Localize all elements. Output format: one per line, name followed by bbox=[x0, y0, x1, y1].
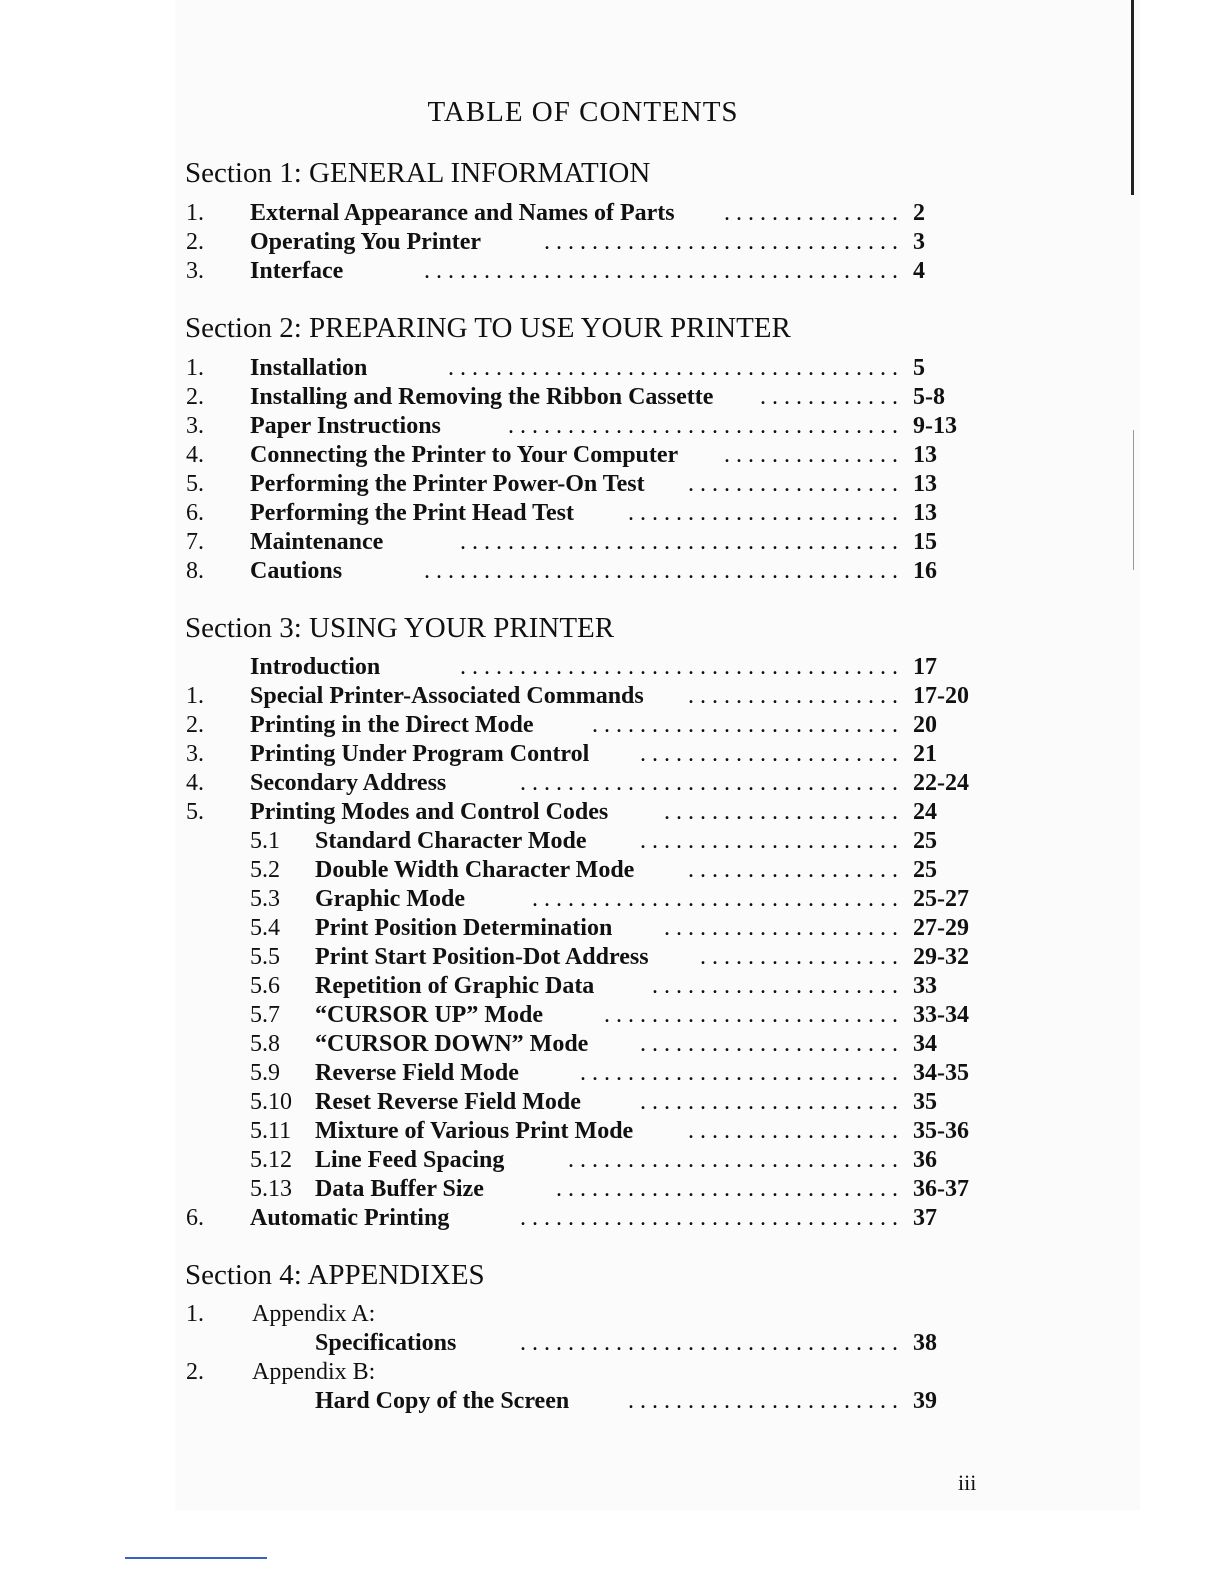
entry-page: 3 bbox=[913, 229, 925, 255]
leader-dots: . . . . . . . . . . . . . . . . . . . . . . . . . . . . . . . bbox=[532, 886, 898, 912]
entry-page: 5-8 bbox=[913, 384, 945, 410]
toc-entry[interactable] bbox=[186, 528, 986, 557]
leader-dots: . . . . . . . . . . . . . . . . . . . . . . . . . . . . . . . . . bbox=[508, 413, 898, 439]
entry-number: 1. bbox=[186, 355, 204, 381]
leader-dots: . . . . . . . . . . . . . . . . . . . . . . . . . . . . . . . . . . . . . . . . bbox=[424, 558, 898, 584]
toc-entry[interactable] bbox=[186, 1059, 986, 1088]
entry-title: Operating You Printer bbox=[250, 229, 482, 255]
toc-entry[interactable] bbox=[186, 499, 986, 528]
entry-number: 2. bbox=[186, 384, 204, 410]
entry-page: 38 bbox=[913, 1330, 937, 1356]
page-title: TABLE OF CONTENTS bbox=[427, 96, 739, 128]
entry-title: External Appearance and Names of Parts bbox=[250, 200, 675, 226]
entry-page: 2 bbox=[913, 200, 925, 226]
leader-dots: . . . . . . . . . . . . . . . . . . . . . . bbox=[640, 1031, 898, 1057]
toc-entry[interactable] bbox=[186, 1117, 986, 1146]
toc-entry[interactable] bbox=[186, 1146, 986, 1175]
entry-page: 24 bbox=[913, 799, 937, 825]
entry-number: 5.10 bbox=[250, 1089, 292, 1115]
toc-entry[interactable] bbox=[186, 1030, 986, 1059]
leader-dots: . . . . . . . . . . . . . . . . . . bbox=[688, 471, 898, 497]
leader-dots: . . . . . . . . . . . . . . . . . . bbox=[688, 857, 898, 883]
entry-number: 5.4 bbox=[250, 915, 280, 941]
entry-title: Repetition of Graphic Data bbox=[315, 973, 595, 999]
entry-title: Line Feed Spacing bbox=[315, 1147, 505, 1173]
leader-dots: . . . . . . . . . . . . . . . . . . . . . . . . . . . . . . . . . . . . . bbox=[460, 654, 898, 680]
leader-dots: . . . . . . . . . . . . . . . . . . . . . . . . . . . . . . . . bbox=[520, 770, 898, 796]
entry-title: Performing the Printer Power-On Test bbox=[250, 471, 645, 497]
leader-dots: . . . . . . . . . . . . . . . bbox=[724, 442, 898, 468]
leader-dots: . . . . . . . . . . . . . . . . . . . . . . . . . . bbox=[592, 712, 898, 738]
section-heading: Section 2: PREPARING TO USE YOUR PRINTER bbox=[185, 312, 791, 344]
entry-page: 15 bbox=[913, 529, 937, 555]
entry-page: 36-37 bbox=[913, 1176, 969, 1202]
entry-page: 25 bbox=[913, 828, 937, 854]
entry-title: Double Width Character Mode bbox=[315, 857, 635, 883]
toc-entry[interactable] bbox=[186, 470, 986, 499]
entry-number: 5.1 bbox=[250, 828, 280, 854]
toc-entry[interactable] bbox=[186, 1204, 986, 1233]
entry-page: 36 bbox=[913, 1147, 937, 1173]
toc-entry[interactable] bbox=[186, 383, 986, 412]
entry-page: 25-27 bbox=[913, 886, 969, 912]
toc-entry[interactable] bbox=[186, 682, 986, 711]
entry-title: Maintenance bbox=[250, 529, 384, 555]
entry-page: 34 bbox=[913, 1031, 937, 1057]
entry-number: 5.7 bbox=[250, 1002, 280, 1028]
entry-title: Introduction bbox=[250, 654, 381, 680]
entry-page: 4 bbox=[913, 258, 925, 284]
toc-entry[interactable] bbox=[186, 1300, 986, 1329]
scan-edge-line-faint bbox=[1133, 430, 1134, 570]
entry-title: Mixture of Various Print Mode bbox=[315, 1118, 634, 1144]
entry-title: Reverse Field Mode bbox=[315, 1060, 519, 1086]
entry-page: 25 bbox=[913, 857, 937, 883]
toc-entry[interactable] bbox=[186, 711, 986, 740]
entry-page: 5 bbox=[913, 355, 925, 381]
toc-entry[interactable] bbox=[186, 914, 986, 943]
entry-page: 17-20 bbox=[913, 683, 969, 709]
leader-dots: . . . . . . . . . . . . . . . . . . . . . bbox=[652, 973, 898, 999]
toc-entry[interactable] bbox=[186, 798, 986, 827]
entry-title: Automatic Printing bbox=[250, 1205, 450, 1231]
entry-number: 5. bbox=[186, 799, 204, 825]
leader-dots: . . . . . . . . . . . . . . . . . . . . . . bbox=[640, 828, 898, 854]
entry-page: 34-35 bbox=[913, 1060, 969, 1086]
entry-page: 16 bbox=[913, 558, 937, 584]
entry-page: 29-32 bbox=[913, 944, 969, 970]
entry-number: 5.12 bbox=[250, 1147, 292, 1173]
entry-page: 21 bbox=[913, 741, 937, 767]
entry-number: 5.3 bbox=[250, 886, 280, 912]
entry-number: 3. bbox=[186, 413, 204, 439]
leader-dots: . . . . . . . . . . . . . . . . . bbox=[700, 944, 898, 970]
entry-number: 5.8 bbox=[250, 1031, 280, 1057]
entry-number: 6. bbox=[186, 500, 204, 526]
leader-dots: . . . . . . . . . . . . . . . . . . . . . . . . . . . . . . . . . . . . . . bbox=[448, 355, 898, 381]
entry-number: 8. bbox=[186, 558, 204, 584]
entry-title: Reset Reverse Field Mode bbox=[315, 1089, 581, 1115]
entry-page: 13 bbox=[913, 471, 937, 497]
leader-dots: . . . . . . . . . . . . . . . . . . . . bbox=[664, 799, 898, 825]
entry-number: 1. bbox=[186, 1301, 204, 1327]
leader-dots: . . . . . . . . . . . . . . . . . . bbox=[688, 683, 898, 709]
toc-entry[interactable] bbox=[186, 1175, 986, 1204]
page-number: iii bbox=[958, 1470, 977, 1495]
entry-title: Connecting the Printer to Your Computer bbox=[250, 442, 679, 468]
entry-page: 13 bbox=[913, 500, 937, 526]
entry-page: 17 bbox=[913, 654, 937, 680]
leader-dots: . . . . . . . . . . . . . . . . . . . . bbox=[664, 915, 898, 941]
entry-number: 4. bbox=[186, 442, 204, 468]
entry-number: 4. bbox=[186, 770, 204, 796]
toc-entry[interactable] bbox=[186, 557, 986, 586]
leader-dots: . . . . . . . . . . . . . . . . . . . . . . . . . . . . . . . . . . . . . bbox=[460, 529, 898, 555]
entry-number: 2. bbox=[186, 229, 204, 255]
entry-number: 5.9 bbox=[250, 1060, 280, 1086]
leader-dots: . . . . . . . . . . . . . . . . . . . . . . . . . . . . . . . . bbox=[520, 1205, 898, 1231]
entry-page: 33-34 bbox=[913, 1002, 969, 1028]
section-heading: Section 1: GENERAL INFORMATION bbox=[185, 157, 651, 189]
toc-entry[interactable] bbox=[186, 653, 986, 682]
entry-number: 7. bbox=[186, 529, 204, 555]
leader-dots: . . . . . . . . . . . . . . . . . . . . . . bbox=[640, 741, 898, 767]
toc-entry[interactable] bbox=[186, 972, 986, 1001]
toc-entry[interactable] bbox=[186, 199, 986, 228]
leader-dots: . . . . . . . . . . . . . . . bbox=[724, 200, 898, 226]
toc-entry[interactable] bbox=[186, 1088, 986, 1117]
entry-number: 2. bbox=[186, 1359, 204, 1385]
entry-page: 39 bbox=[913, 1388, 937, 1414]
entry-number: 5.5 bbox=[250, 944, 280, 970]
entry-title: Printing in the Direct Mode bbox=[250, 712, 534, 738]
entry-number: 2. bbox=[186, 712, 204, 738]
leader-dots: . . . . . . . . . . . . . . . . . . . . . . bbox=[640, 1089, 898, 1115]
entry-page: 37 bbox=[913, 1205, 937, 1231]
toc-entry[interactable] bbox=[186, 412, 986, 441]
leader-dots: . . . . . . . . . . . . . . . . . . . . . . . . . . . bbox=[580, 1060, 898, 1086]
leader-dots: . . . . . . . . . . . . . . . . . . . . . . . . . . . . . bbox=[556, 1176, 898, 1202]
entry-title: Printing Under Program Control bbox=[250, 741, 590, 767]
entry-title: Cautions bbox=[250, 558, 343, 584]
entry-title: Paper Instructions bbox=[250, 413, 441, 439]
entry-title: Data Buffer Size bbox=[315, 1176, 484, 1202]
entry-title: Appendix A: bbox=[252, 1301, 376, 1327]
leader-dots: . . . . . . . . . . . . . . . . . . . . . . . . . . . . bbox=[568, 1147, 898, 1173]
section-heading: Section 3: USING YOUR PRINTER bbox=[185, 612, 615, 644]
toc-entry[interactable] bbox=[186, 885, 986, 914]
entry-title: Installing and Removing the Ribbon Cassette bbox=[250, 384, 714, 410]
leader-dots: . . . . . . . . . . . . . . . . . . . . . . . . . . . . . . . . . . . . . . . . bbox=[424, 258, 898, 284]
entry-page: 33 bbox=[913, 973, 937, 999]
toc-entry[interactable] bbox=[186, 354, 986, 383]
entry-page: 22-24 bbox=[913, 770, 969, 796]
leader-dots: . . . . . . . . . . . . . . . . . . bbox=[688, 1118, 898, 1144]
bottom-link-underline bbox=[125, 1557, 267, 1559]
entry-page: 9-13 bbox=[913, 413, 957, 439]
entry-number: 3. bbox=[186, 741, 204, 767]
toc-entry[interactable] bbox=[186, 943, 986, 972]
entry-number: 3. bbox=[186, 258, 204, 284]
entry-number: 6. bbox=[186, 1205, 204, 1231]
leader-dots: . . . . . . . . . . . . . . . . . . . . . . . . . bbox=[604, 1002, 898, 1028]
leader-dots: . . . . . . . . . . . . . . . . . . . . . . . bbox=[628, 500, 898, 526]
entry-title: Printing Modes and Control Codes bbox=[250, 799, 609, 825]
toc-entry[interactable] bbox=[186, 740, 986, 769]
entry-page: 35 bbox=[913, 1089, 937, 1115]
entry-page: 13 bbox=[913, 442, 937, 468]
toc-entry[interactable] bbox=[186, 1358, 986, 1387]
toc-entry[interactable] bbox=[186, 1001, 986, 1030]
entry-title: Performing the Print Head Test bbox=[250, 500, 574, 526]
leader-dots: . . . . . . . . . . . . . . . . . . . . . . . . . . . . . . . . bbox=[520, 1330, 898, 1356]
entry-title: Interface bbox=[250, 258, 344, 284]
toc-entry[interactable] bbox=[186, 1329, 986, 1358]
entry-title: Specifications bbox=[315, 1330, 457, 1356]
toc-entry[interactable] bbox=[186, 441, 986, 470]
entry-title: Print Start Position-Dot Address bbox=[315, 944, 649, 970]
toc-entry[interactable] bbox=[186, 228, 986, 257]
toc-entry[interactable] bbox=[186, 856, 986, 885]
entry-number: 5. bbox=[186, 471, 204, 497]
entry-number: 5.2 bbox=[250, 857, 280, 883]
toc-entry[interactable] bbox=[186, 769, 986, 798]
entry-title: Standard Character Mode bbox=[315, 828, 587, 854]
entry-page: 35-36 bbox=[913, 1118, 969, 1144]
toc-entry[interactable] bbox=[186, 827, 986, 856]
entry-number: 1. bbox=[186, 683, 204, 709]
entry-title: Print Position Determination bbox=[315, 915, 613, 941]
leader-dots: . . . . . . . . . . . . bbox=[760, 384, 898, 410]
entry-title: “CURSOR UP” Mode bbox=[315, 1002, 543, 1028]
leader-dots: . . . . . . . . . . . . . . . . . . . . . . . bbox=[628, 1388, 898, 1414]
toc-entry[interactable] bbox=[186, 257, 986, 286]
entry-number: 1. bbox=[186, 200, 204, 226]
entry-title: Installation bbox=[250, 355, 368, 381]
entry-number: 5.13 bbox=[250, 1176, 292, 1202]
entry-number: 5.6 bbox=[250, 973, 280, 999]
entry-number: 5.11 bbox=[250, 1118, 292, 1144]
entry-title: “CURSOR DOWN” Mode bbox=[315, 1031, 589, 1057]
toc-entry[interactable] bbox=[186, 1387, 986, 1416]
entry-title: Appendix B: bbox=[252, 1359, 376, 1385]
entry-page: 20 bbox=[913, 712, 937, 738]
entry-title: Hard Copy of the Screen bbox=[315, 1388, 570, 1414]
entry-title: Special Printer-Associated Commands bbox=[250, 683, 644, 709]
entry-title: Graphic Mode bbox=[315, 886, 465, 912]
entry-page: 27-29 bbox=[913, 915, 969, 941]
entry-title: Secondary Address bbox=[250, 770, 447, 796]
section-heading: Section 4: APPENDIXES bbox=[185, 1259, 485, 1291]
leader-dots: . . . . . . . . . . . . . . . . . . . . . . . . . . . . . . bbox=[544, 229, 898, 255]
